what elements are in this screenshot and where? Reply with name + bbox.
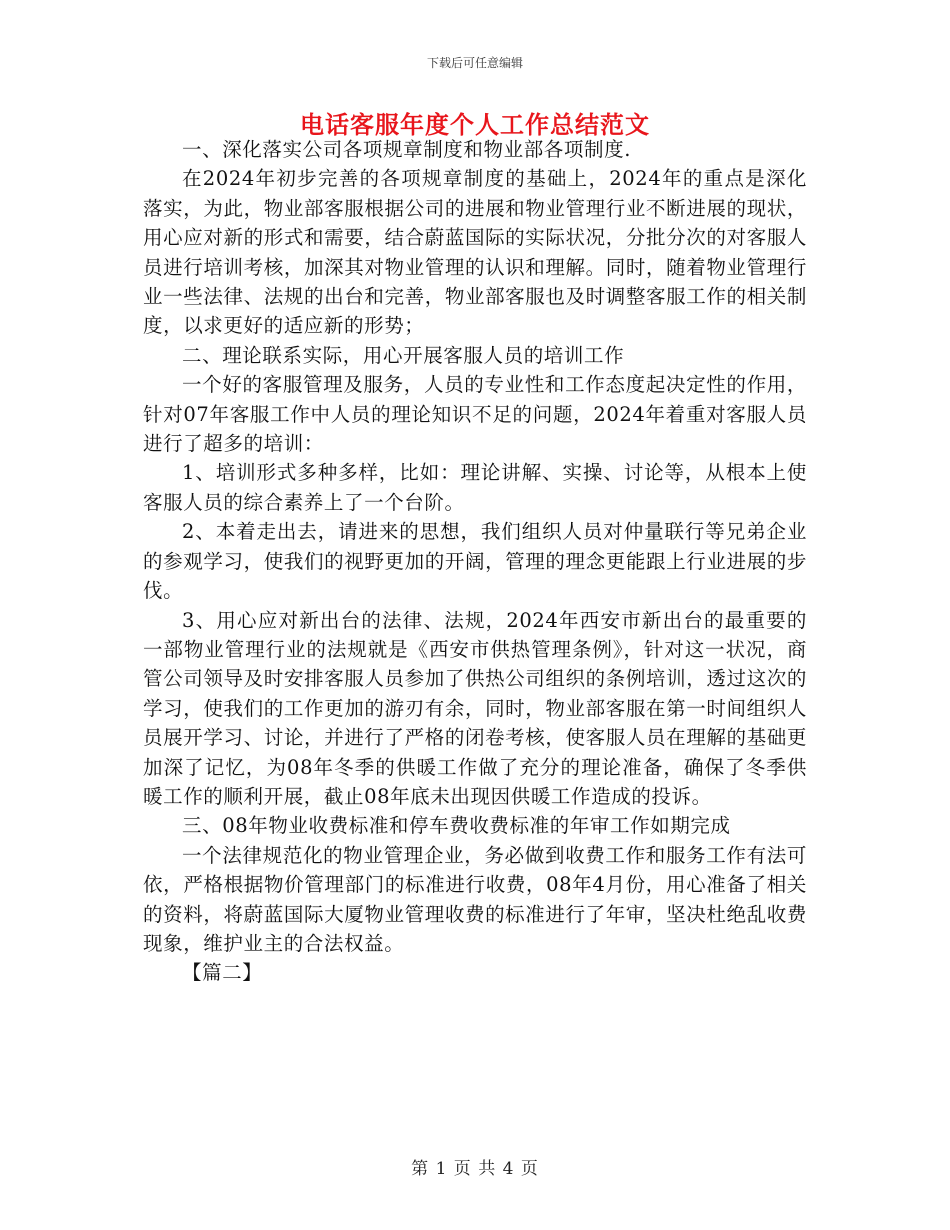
paragraph: 一个法律规范化的物业管理企业，务必做到收费工作和服务工作有法可依，严格根据物价管理部门的标准进行收费，08年4月份，用心准备了相关的资料，将蔚蓝国际大厦物业管理收费的标准进行了年审，坚决杜绝乱收费现象，维护业主的合法权益。 <box>143 843 807 955</box>
section-heading-1: 一、深化落实公司各项规章制度和物业部各项制度. <box>182 138 631 161</box>
document-title: 电话客服年度个人工作总结范文 <box>300 111 650 139</box>
part-marker: 【篇二】 <box>182 961 263 985</box>
paragraph: 一个好的客服管理及服务，人员的专业性和工作态度起决定性的作用，针对07年客服工作中人员的理论知识不足的问题，2024年着重对客服人员进行了超多的培训： <box>143 373 807 456</box>
section-heading-3: 三、08年物业收费标准和停车费收费标准的年审工作如期完成 <box>182 814 731 838</box>
list-item-2: 2、本着走出去，请进来的思想，我们组织人员对仲量联行等兄弟企业的参观学习，使我们的视野更加的开阔，管理的理念更能跟上行业进展的步伐。 <box>143 520 807 603</box>
paragraph: 在2024年初步完善的各项规章制度的基础上，2024年的重点是深化落实，为此，物业部客服根据公司的进展和物业管理行业不断进展的现状，用心应对新的形式和需要，结合蔚蓝国际的实际状况，分批分次的对客服人员进行培训考核，加深其对物业管理的认识和理解。同时，随着物业管理行业一些法律、法规的出台和完善，物业部客服也及时调整客服工作的相关制度，以求更好的适应新的形势； <box>143 167 807 338</box>
list-item-1: 1、培训形式多种多样，比如：理论讲解、实操、讨论等，从根本上使客服人员的综合素养上了一个台阶。 <box>143 461 807 514</box>
page-number: 第 1 页 共 4 页 <box>411 1159 539 1179</box>
list-item-3: 3、用心应对新出台的法律、法规，2024年西安市新出台的最重要的一部物业管理行业的法规就是《西安市供热管理条例》，针对这一状况，商管公司领导及时安排客服人员参加了供热公司组织的条例培训，透过这次的学习，使我们的工作更加的游刃有余，同时，物业部客服在第一时间组织人员展开学习、讨论，并进行了严格的闭卷考核，使客服人员在理解的基础更加深了记忆，为08年冬季的供暖工作做了充分的理论准备，确保了冬季供暖工作的顺利开展，截止08年底未出现因供暖工作造成的投诉。 <box>143 608 807 808</box>
section-heading-2: 二、理论联系实际，用心开展客服人员的培训工作 <box>182 343 625 367</box>
document-body <box>143 135 807 988</box>
header-note: 下载后可任意编辑 <box>426 56 523 70</box>
